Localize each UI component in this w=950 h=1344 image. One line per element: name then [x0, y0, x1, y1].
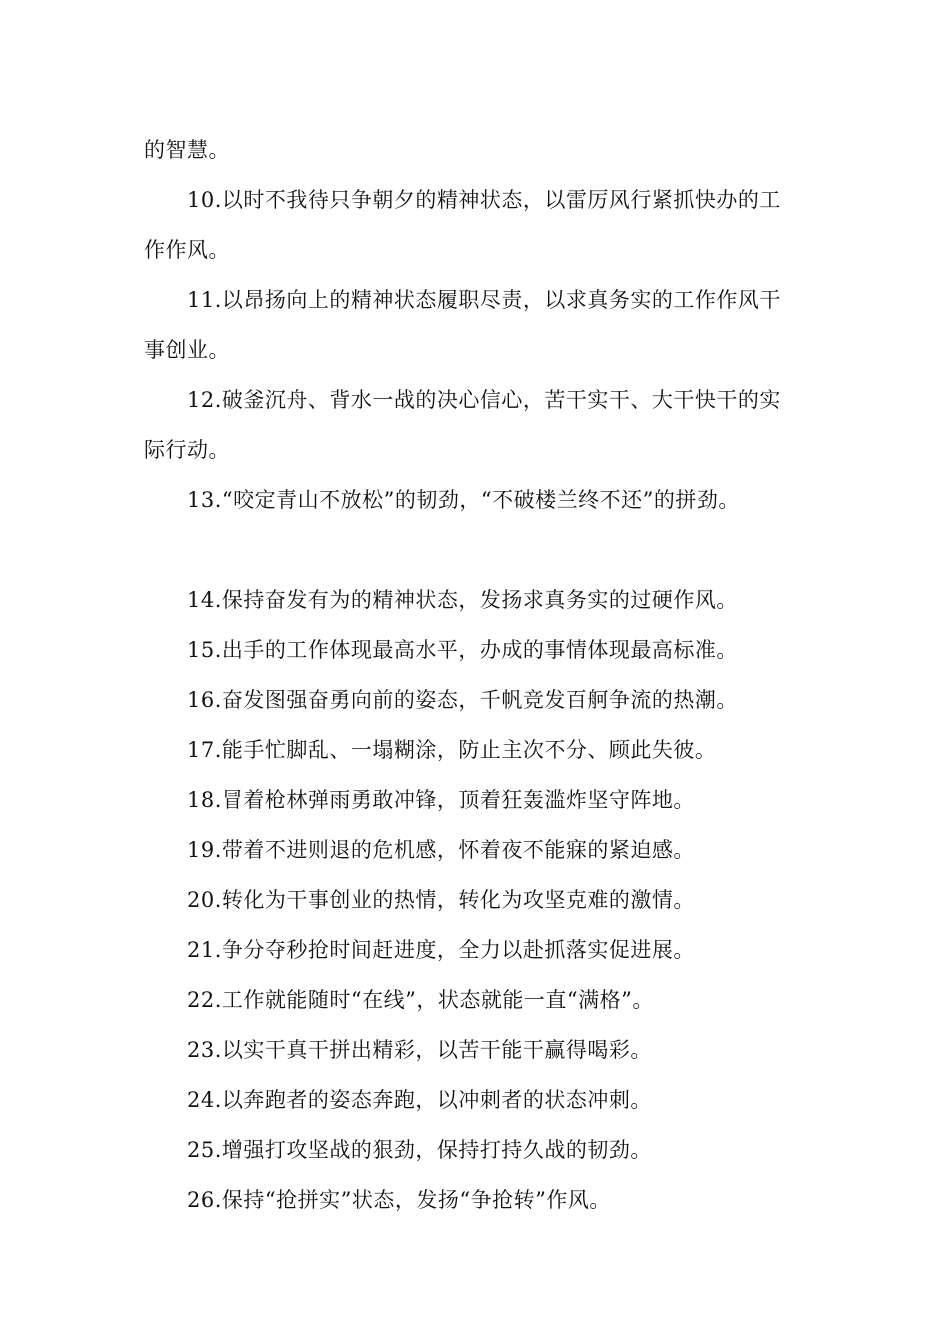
- text-line: 22.工作就能随时“在线”，状态就能一直“满格”。: [187, 988, 654, 1012]
- text-line: 的智慧。: [144, 138, 230, 162]
- text-line: 17.能手忙脚乱、一塌糊涂，防止主次不分、顾此失彼。: [187, 738, 717, 762]
- text-line: 事创业。: [144, 338, 230, 362]
- text-line: 作作风。: [144, 238, 230, 262]
- text-line: 23.以实干真干拼出精彩，以苦干能干赢得喝彩。: [187, 1038, 652, 1062]
- text-line: 21.争分夺秒抢时间赶进度，全力以赴抓落实促进展。: [187, 938, 695, 962]
- text-line: 16.奋发图强奋勇向前的姿态，千帆竞发百舸争流的热潮。: [187, 688, 738, 712]
- text-line: 15.出手的工作体现最高水平，办成的事情体现最高标准。: [187, 638, 738, 662]
- text-line: 18.冒着枪林弹雨勇敢冲锋，顶着狂轰滥炸坚守阵地。: [187, 788, 695, 812]
- text-line: 20.转化为干事创业的热情，转化为攻坚克难的激情。: [187, 888, 695, 912]
- text-line: 11.以昂扬向上的精神状态履职尽责，以求真务实的工作作风干: [187, 288, 781, 312]
- text-line: 14.保持奋发有为的精神状态，发扬求真务实的过硬作风。: [187, 588, 738, 612]
- text-line: 24.以奔跑者的姿态奔跑，以冲刺者的状态冲刺。: [187, 1088, 652, 1112]
- text-line: 26.保持“抢拼实”状态，发扬“争抢转”作风。: [187, 1188, 611, 1212]
- text-line: 13.“咬定青山不放松”的韧劲，“不破楼兰终不还”的拼劲。: [187, 488, 740, 512]
- text-line: 12.破釜沉舟、背水一战的决心信心，苦干实干、大干快干的实: [187, 388, 781, 412]
- text-line: 19.带着不进则退的危机感，怀着夜不能寐的紧迫感。: [187, 838, 695, 862]
- text-line: 际行动。: [144, 438, 230, 462]
- text-line: 10.以时不我待只争朝夕的精神状态，以雷厉风行紧抓快办的工: [187, 188, 781, 212]
- text-line: 25.增强打攻坚战的狠劲，保持打持久战的韧劲。: [187, 1138, 652, 1162]
